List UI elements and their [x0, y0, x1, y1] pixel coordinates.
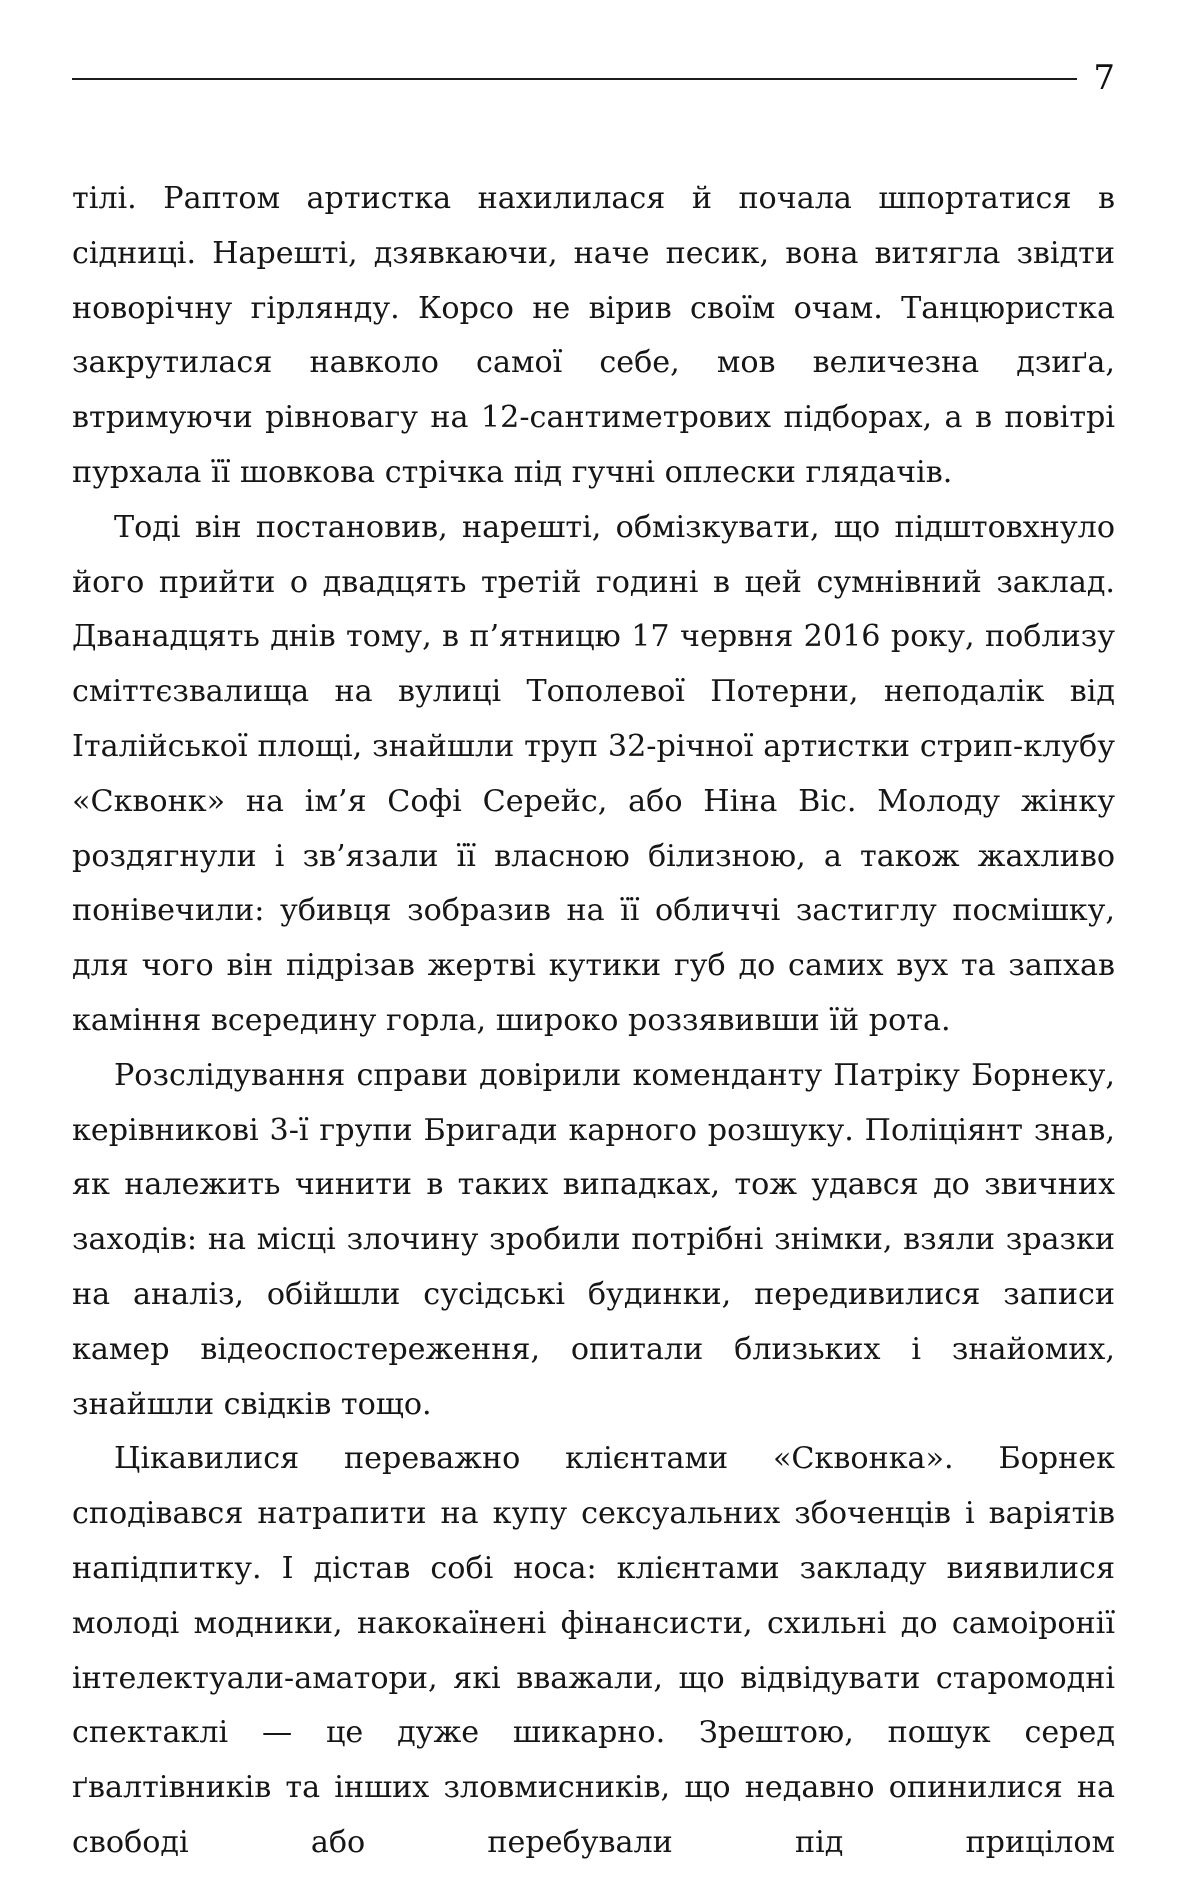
paragraph-3: Розслідування справи довірили коменданту Патріку Борнеку, керівникові 3-ї групи Бригади карного розшуку. Поліціянт знав, як належить чинити в таких випадках, тож удався до звичних заходів: на місці злочину зробили потрібні знімки, взяли зразки на аналіз, обійшли сусідські будинки, передивилися записи камер відеоспостереження, опитали близьких і знайомих, знайшли свідків тощо.: [72, 1057, 1115, 1422]
page-number: 7: [1093, 58, 1115, 98]
paragraph-4: Цікавилися переважно клієнтами «Сквонка». Борнек сподівався натрапити на купу сексуальних збоченців і варіятів напідпитку. І дістав собі носа: клієнтами закладу виявилися молоді модники, накокаїнені фінансисти, схильні до самоіронії інтелектуали-аматори, які вважали, що відвідувати старомодні спектаклі — це дуже шикарно. Зрештою, пошук серед ґвалтівників та інших зловмисників, що недавно опинилися на свободі або перебували під прицілом: [72, 1441, 1115, 1860]
header-rule: [72, 78, 1077, 80]
paragraph-1: тілі. Раптом артистка нахилилася й почала шпортатися в сідниці. Нарешті, дзявкаючи, наче песик, вона витягла звідти новорічну гірлянду. Корсо не вірив своїм очам. Танцюристка закрутилася навколо самої себе, мов величезна дзиґа, втримуючи рівновагу на 12-сантиметрових підборах, а в повітрі пурхала її шовкова стрічка під гучні оплески глядачів.: [72, 181, 1115, 490]
body-text: [72, 172, 1115, 1871]
paragraph-2: Тоді він постановив, нарешті, обмізкувати, що підштовхнуло його прийти о двадцять третій годині в цей сумнівний заклад. Дванадцять днів тому, в п’ятницю 17 червня 2016 року, поблизу сміттєзвалища на вулиці Тополевої Потерни, неподалік від Італійської площі, знайшли труп 32-річної артистки стрип-клубу «Сквонк» на ім’я Софі Серейс, або Ніна Віс. Молоду жінку роздягнули і зв’язали її власною білизною, а також жахливо понівечили: убивця зобразив на її обличчі застиглу посмішку, для чого він підрізав жертві кутики губ до самих вух та запхав каміння всередину горла, широко роззявивши їй рота.: [72, 509, 1115, 1038]
